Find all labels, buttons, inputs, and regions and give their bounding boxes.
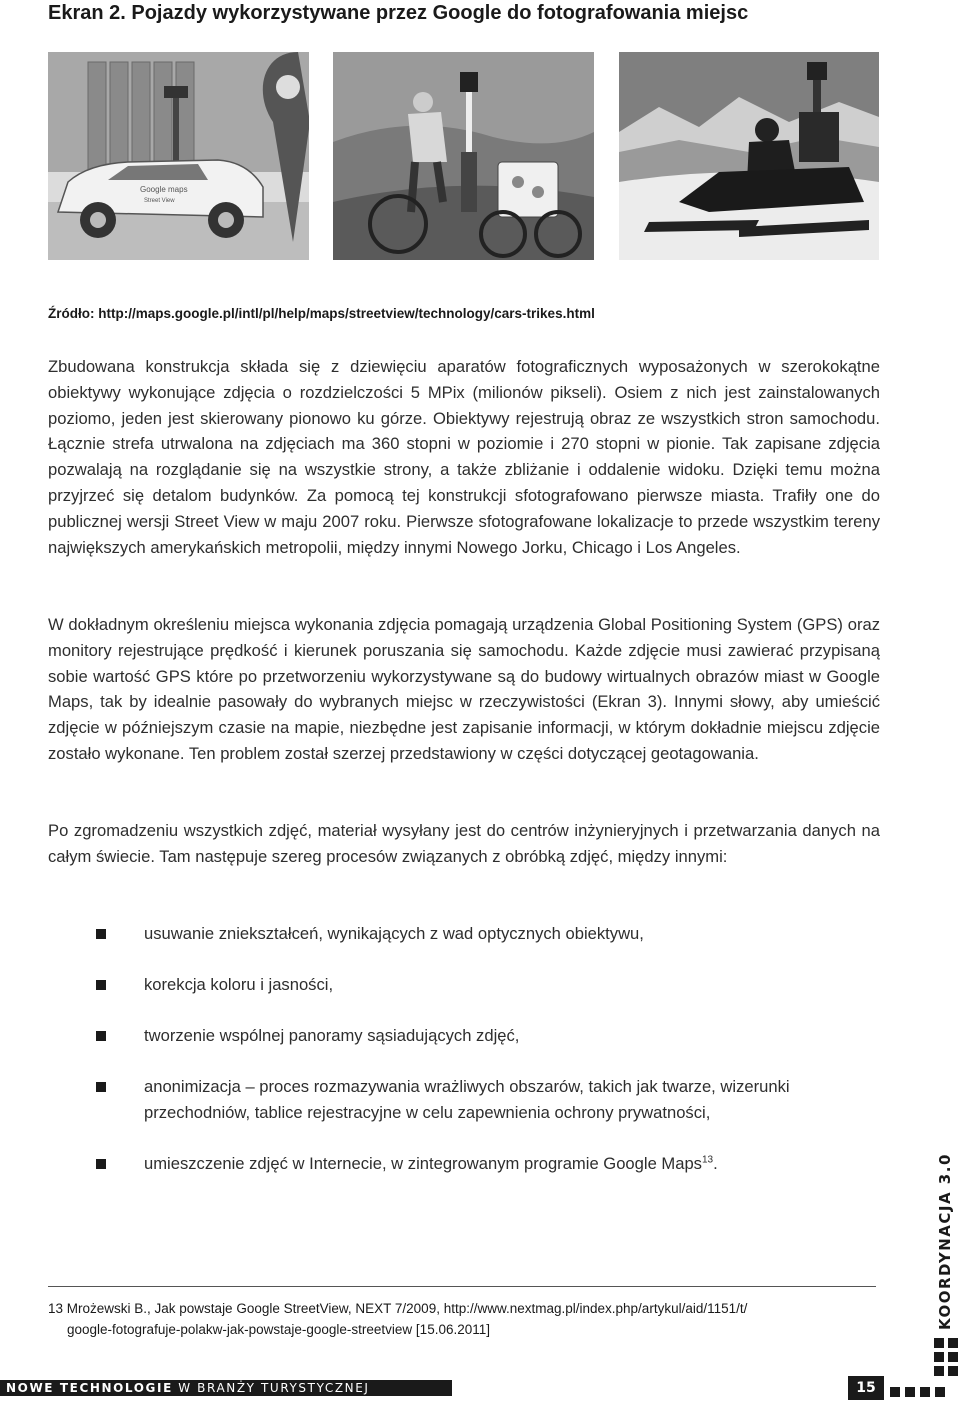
list-item: tworzenie wspólnej panoramy sąsiadujących zdjęć, [96,1023,880,1049]
footnote [48,1298,888,1340]
square-bullet-icon [96,1031,106,1041]
list-item: anonimizacja – proces rozmazywania wrażliwych obszarów, takich jak twarze, wizerunki przechodniów, tablice rejestracyjne w celu zapewnienia ochrony prywatności, [96,1074,880,1126]
square-bullet-icon [96,980,106,990]
footnote-reference: 13 [701,1154,714,1166]
figure-heading: Ekran 2. Pojazdy wykorzystywane przez Google do fotografowania miejsc [48,2,749,24]
square-bullet-icon [96,1082,106,1092]
paragraph-1: Zbudowana konstrukcja składa się z dziewięciu aparatów fotograficznych wyposażonych w szerokokątne obiektywy wykonujące zdjęcia o rozdzielczości 5 MPix (milionów pikseli). Osiem z nich jest zainstalowanych poziomo, jeden jest skierowany pionowo ku górze. Obiektywy rejestrują obraz ze wszystkich stron samochodu. Łącznie strefa utrwalona na zdjęciach ma 360 stopni w poziomie i 270 stopni w pionie. Tak zapisane zdjęcia pozwalają na rozglądanie się na wszystkie strony, a także zbliżanie i oddalenie widoku. Dzięki temu można przyjrzeć się detalom budynków. Za pomocą tej konstrukcji sfotografowano pierwsze miasta. Trafiły one do publicznej wersji Street View w maju 2007 roku. Pierwsze sfotografowane lokalizacje to przede wszystkim tereny największych amerykańskich metropolii, między innymi Nowego Jorku, Chicago i Los Angeles. [48,357,880,557]
list-item: korekcja koloru i jasności, [96,972,880,998]
footnote-divider [48,1286,876,1287]
street-view-trike-photo [333,52,594,260]
footnote-line-2: google-fotografuje-polakw-jak-powstaje-google-streetview [15.06.2011] [67,1322,490,1337]
list-item: usuwanie zniekształceń, wynikających z wad optycznych obiektywu, [96,921,880,947]
paragraph-2: W dokładnym określeniu miejsca wykonania zdjęcia pomagają urządzenia Global Positioning System (GPS) oraz monitory rejestrujące prędkość i kierunek poruszania się samochodu. Każde zdjęcie musi zawierać przypisaną sobie wartość GPS które po przetworzeniu wykorzystywane są do budowy wirtualnych obrazów miast w Google Maps, tak by idealnie pasowały do wybranych miejsc w rzeczywistości (Ekran 3). Innymi słowy, aby umieścić zdjęcie w późniejszym czasie na mapie, niezbędne jest zapisanie informacji, w którym dokładnie miejscu zdjęcie zostało wykonane. Ten problem został szerzej przedstawiony w części dotyczącej geotagowania. [48,615,880,763]
side-squares-decoration [934,1338,960,1380]
image-source: Źródło: http://maps.google.pl/intl/pl/help/maps/streetview/technology/cars-trikes.html [48,306,595,321]
list-item-end: . [713,1154,718,1173]
footer-title-bold: NOWE TECHNOLOGIE [6,1381,173,1395]
street-view-snowmobile-photo [619,52,879,260]
paragraph-3: Po zgromadzeniu wszystkich zdjęć, materiał wysyłany jest do centrów inżynieryjnych i przetwarzania danych na całym świecie. Tam następuje szereg procesów związanych z obróbką zdjęć, między innymi: [48,821,880,866]
list-item-text: umieszczenie zdjęć w Internecie, w zintegrowanym programie Google Maps [144,1154,702,1173]
car-logo-text: Google maps [140,185,188,194]
street-view-car-photo [48,52,309,260]
side-publication-title: KOORDYNACJA 3.0 [936,1153,954,1330]
footer-title-light: W BRANŻY TURYSTYCZNEJ [172,1381,370,1395]
square-bullet-icon [96,1159,106,1169]
page-number: 15 [848,1376,884,1400]
list-item [96,1151,880,1177]
square-bullet-icon [96,929,106,939]
footer-squares-decoration [890,1384,950,1402]
car-logo-subtext: Street View [144,198,175,204]
footer-section-bar [0,1380,452,1396]
footnote-line-1: 13 Mrożewski B., Jak powstaje Google StreetView, NEXT 7/2009, http://www.nextmag.pl/index.php/artykul/aid/1151/t/ [48,1301,748,1316]
